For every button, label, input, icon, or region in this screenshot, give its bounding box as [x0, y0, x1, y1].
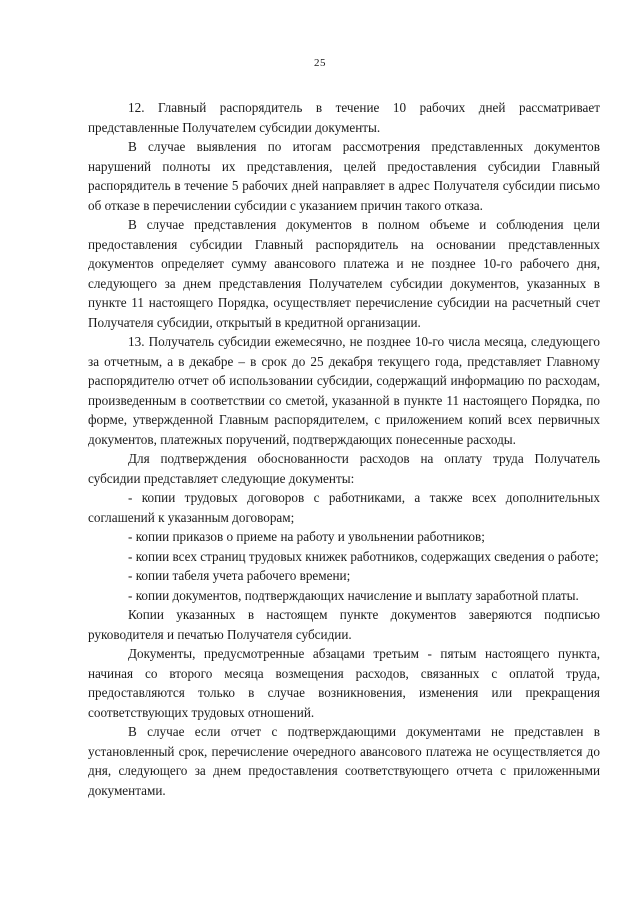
- list-item-labor-contracts: - копии трудовых договоров с работниками, а также всех дополнительных соглашений к указанным договорам;: [88, 490, 600, 525]
- list-item-salary-docs: - копии документов, подтверждающих начисление и выплату заработной платы.: [128, 587, 579, 603]
- document-body: [88, 98, 600, 800]
- list-item-hiring-orders: - копии приказов о приеме на работу и увольнении работников;: [128, 529, 485, 544]
- paragraph-clause-12: 12. Главный распорядитель в течение 10 рабочих дней рассматривает представленные Получателем субсидии документы.: [88, 100, 600, 135]
- list-item-work-books: - копии всех страниц трудовых книжек работников, содержащих сведения о работе;: [128, 548, 599, 564]
- paragraph-labor-docs-intro: Для подтверждения обоснованности расходов на оплату труда Получатель субсидии представляет следующие документы:: [88, 451, 600, 486]
- paragraph-report-not-submitted: В случае если отчет с подтверждающими документами не представлен в установленный срок, перечисление очередного авансового платежа не осуществляется до дня, следующего за днем предоставления соответствующего отчета с приложенными документами.: [88, 724, 600, 798]
- list-item-timesheets: - копии табеля учета рабочего времени;: [128, 568, 351, 583]
- paragraph-advance-payment: В случае представления документов в полном объеме и соблюдения цели предоставления субсидии Главный распорядитель на основании представленных документов определяет сумму авансового платежа и не позднее 10-го рабочего дня, следующего за днем представления Получателем субсидии документов, указанных в пункте 11 настоящего Порядка, осуществляет перечисление субсидии на расчетный счет Получателя субсидии, открытый в кредитной организации.: [88, 217, 600, 330]
- paragraph-docs-from-second-month: Документы, предусмотренные абзацами третьим - пятым настоящего пункта, начиная со второго месяца возмещения расходов, связанных с оплатой труда, предоставляются только в случае возникновения, изменения или прекращения соответствующих трудовых отношений.: [88, 646, 600, 720]
- paragraph-clause-13: 13. Получатель субсидии ежемесячно, не позднее 10-го числа месяца, следующего за отчетным, а в декабре – в срок до 25 декабря текущего года, представляет Главному распорядителю отчет об использовании субсидии, содержащий информацию по расходам, произведенным в соответствии со сметой, указанной в пункте 11 настоящего Порядка, по форме, утвержденной Главным распорядителем, с приложением копий всех первичных документов, платежных поручений, подтверждающих понесенные расходы.: [88, 334, 600, 447]
- paragraph-certification: Копии указанных в настоящем пункте документов заверяются подписью руководителя и печатью Получателя субсидии.: [88, 607, 600, 642]
- paragraph-violation-refusal: В случае выявления по итогам рассмотрения представленных документов нарушений полноты их представления, целей предоставления субсидии Главный распорядитель в течение 5 рабочих дней направляет в адрес Получателя субсидии письмо об отказе в перечислении субсидии с указанием причин такого отказа.: [88, 139, 600, 213]
- page-number: 25: [314, 57, 326, 69]
